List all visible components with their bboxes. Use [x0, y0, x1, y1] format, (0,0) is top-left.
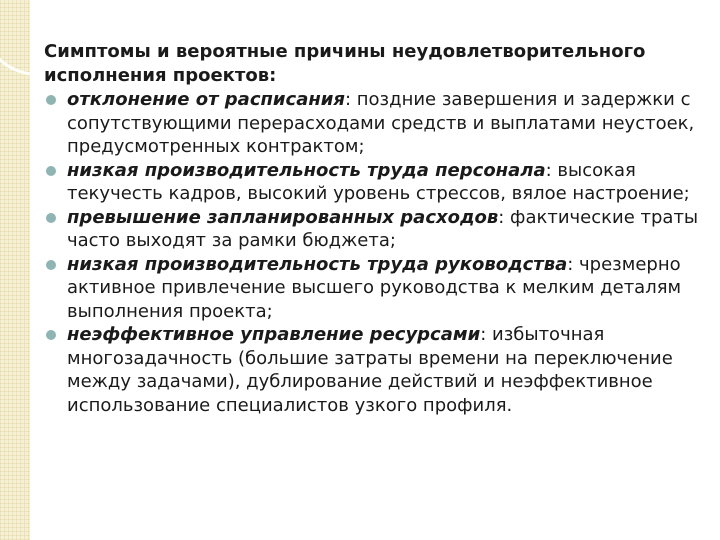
item-term: низкая производительность труда руководства: [67, 253, 568, 275]
list-item: [44, 88, 700, 159]
slide-content: [44, 40, 700, 417]
item-text: : поздние завершения и задержки с сопутствующими перерасходами средств и выплатами неустоек, предусмотренных контрактом;: [67, 89, 695, 157]
list-item: [44, 159, 700, 206]
list-item: [44, 206, 700, 253]
item-term: отклонение от расписания: [67, 89, 345, 110]
slide-heading: Симптомы и вероятные причины неудовлетворительного исполнения проектов:: [44, 41, 646, 86]
item-text: : избыточная многозадачность (большие затраты времени на переключение между задачами), дублирование действий и неэффективное использование специалистов узкого профиля.: [67, 324, 673, 416]
bullet-icon: [46, 260, 56, 270]
bullet-icon: [46, 166, 56, 176]
list-item: [44, 253, 700, 324]
bullet-icon: [46, 213, 56, 223]
item-text: : чрезмерно активное привлечение высшего руководства к мелким деталям выполнения проекта;: [67, 253, 682, 322]
item-text: : высокая текучесть кадров, высокий уровень стрессов, вялое настроение;: [67, 159, 690, 204]
symptom-list: [44, 88, 700, 417]
item-text: : фактические траты часто выходят за рамки бюджета;: [67, 206, 699, 251]
item-term: низкая производительность труда персонала: [67, 159, 546, 181]
bullet-icon: [46, 330, 56, 340]
item-term: превышение запланированных расходов: [67, 206, 499, 228]
decorative-side-strip: [0, 0, 30, 540]
bullet-icon: [46, 95, 56, 105]
item-term: неэффективное управление ресурсами: [67, 324, 481, 345]
list-item: [44, 323, 700, 417]
